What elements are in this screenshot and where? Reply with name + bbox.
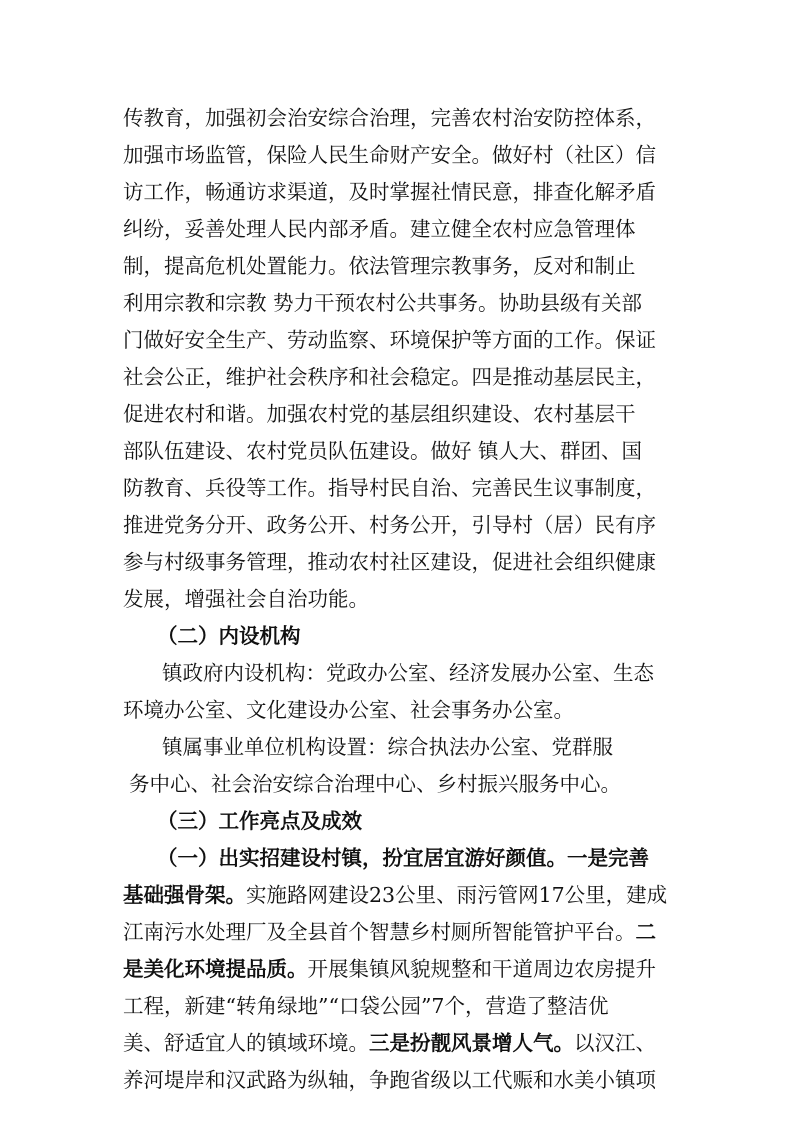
- text-run: 以汉江、: [574, 1031, 656, 1055]
- bold-phrase: 三是扮靓风景增人气。: [369, 1031, 574, 1055]
- body-text-line: 防教育、兵役等工作。指导村民自治、完善民生议事制度，: [123, 476, 656, 500]
- text-run: 实施路网建设23公里、雨污管网17公里，建成: [246, 883, 668, 907]
- body-text-line: 制，提高危机处置能力。依法管理宗教事务，反对和制止: [123, 254, 636, 278]
- section-heading-internal-institutions: （二）内设机构: [157, 624, 301, 648]
- body-text-line: 加强市场监管，保险人民生命财产安全。做好村（社区）信: [123, 143, 656, 167]
- body-text-line: 推进党务分开、政务公开、村务公开，引导村（居）民有序: [123, 513, 656, 537]
- body-text-line: 环境办公室、文化建设办公室、社会事务办公室。: [123, 698, 574, 722]
- body-text-line: 门做好安全生产、劳动监察、环境保护等方面的工作。保证: [123, 328, 656, 352]
- body-text-line: 工程，新建“转角绿地”“口袋公园”7个，营造了整洁优: [123, 994, 609, 1018]
- body-text-line: 访工作，畅通访求渠道，及时掌握社情民意，排查化解矛盾: [123, 180, 656, 204]
- section-heading-work-highlights: （三）工作亮点及成效: [157, 809, 362, 833]
- body-text-line: 社会公正，维护社会秩序和社会稳定。四是推动基层民主，: [123, 365, 656, 389]
- body-text-line: 传教育，加强初会治安综合治理，完善农村治安防控体系，: [123, 106, 656, 130]
- body-text-line: 参与村级事务管理，推动农村社区建设，促进社会组织健康: [123, 550, 656, 574]
- body-text-line: 务中心、社会治安综合治理中心、乡村振兴服务中心。: [129, 772, 621, 796]
- body-text-line: [123, 917, 683, 947]
- body-text-line: 镇政府内设机构：党政办公室、经济发展办公室、生态: [162, 661, 654, 685]
- bold-phrase: 基础强骨架。: [123, 883, 246, 907]
- body-text-line: 利用宗教和宗教 势力干预农村公共事务。协助县级有关部: [123, 291, 643, 315]
- highlight-subheading: （一）出实招建设村镇，扮宜居宜游好颜值。一是完善: [157, 846, 649, 870]
- text-run: 美、舒适宜人的镇域环境。: [123, 1031, 369, 1055]
- body-text-line: 镇属事业单位机构设置：综合执法办公室、党群服: [162, 735, 613, 759]
- body-text-line: [123, 1028, 683, 1058]
- bold-phrase: 是美化环境提品质。: [123, 957, 308, 981]
- body-text-line: 促进农村和谐。加强农村党的基层组织建设、农村基层干: [123, 402, 636, 426]
- text-run: 江南污水处理厂及全县首个智慧乡村厕所智能管护平台。: [123, 920, 636, 944]
- body-text-line: 发展，增强社会自治功能。: [123, 587, 369, 611]
- bold-phrase: 二: [635, 920, 656, 944]
- text-run: 开展集镇风貌规整和干道周边农房提升: [307, 957, 656, 981]
- body-text-line: 部队伍建设、农村党员队伍建设。做好 镇人大、群团、国: [123, 439, 643, 463]
- body-text-line: 纠纷，妥善处理人民内部矛盾。建立健全农村应急管理体: [123, 217, 636, 241]
- body-text-line: [123, 880, 683, 910]
- body-text-line: [123, 954, 683, 984]
- body-text-line: 养河堤岸和汉武路为纵轴，争跑省级以工代赈和水美小镇项: [123, 1068, 656, 1092]
